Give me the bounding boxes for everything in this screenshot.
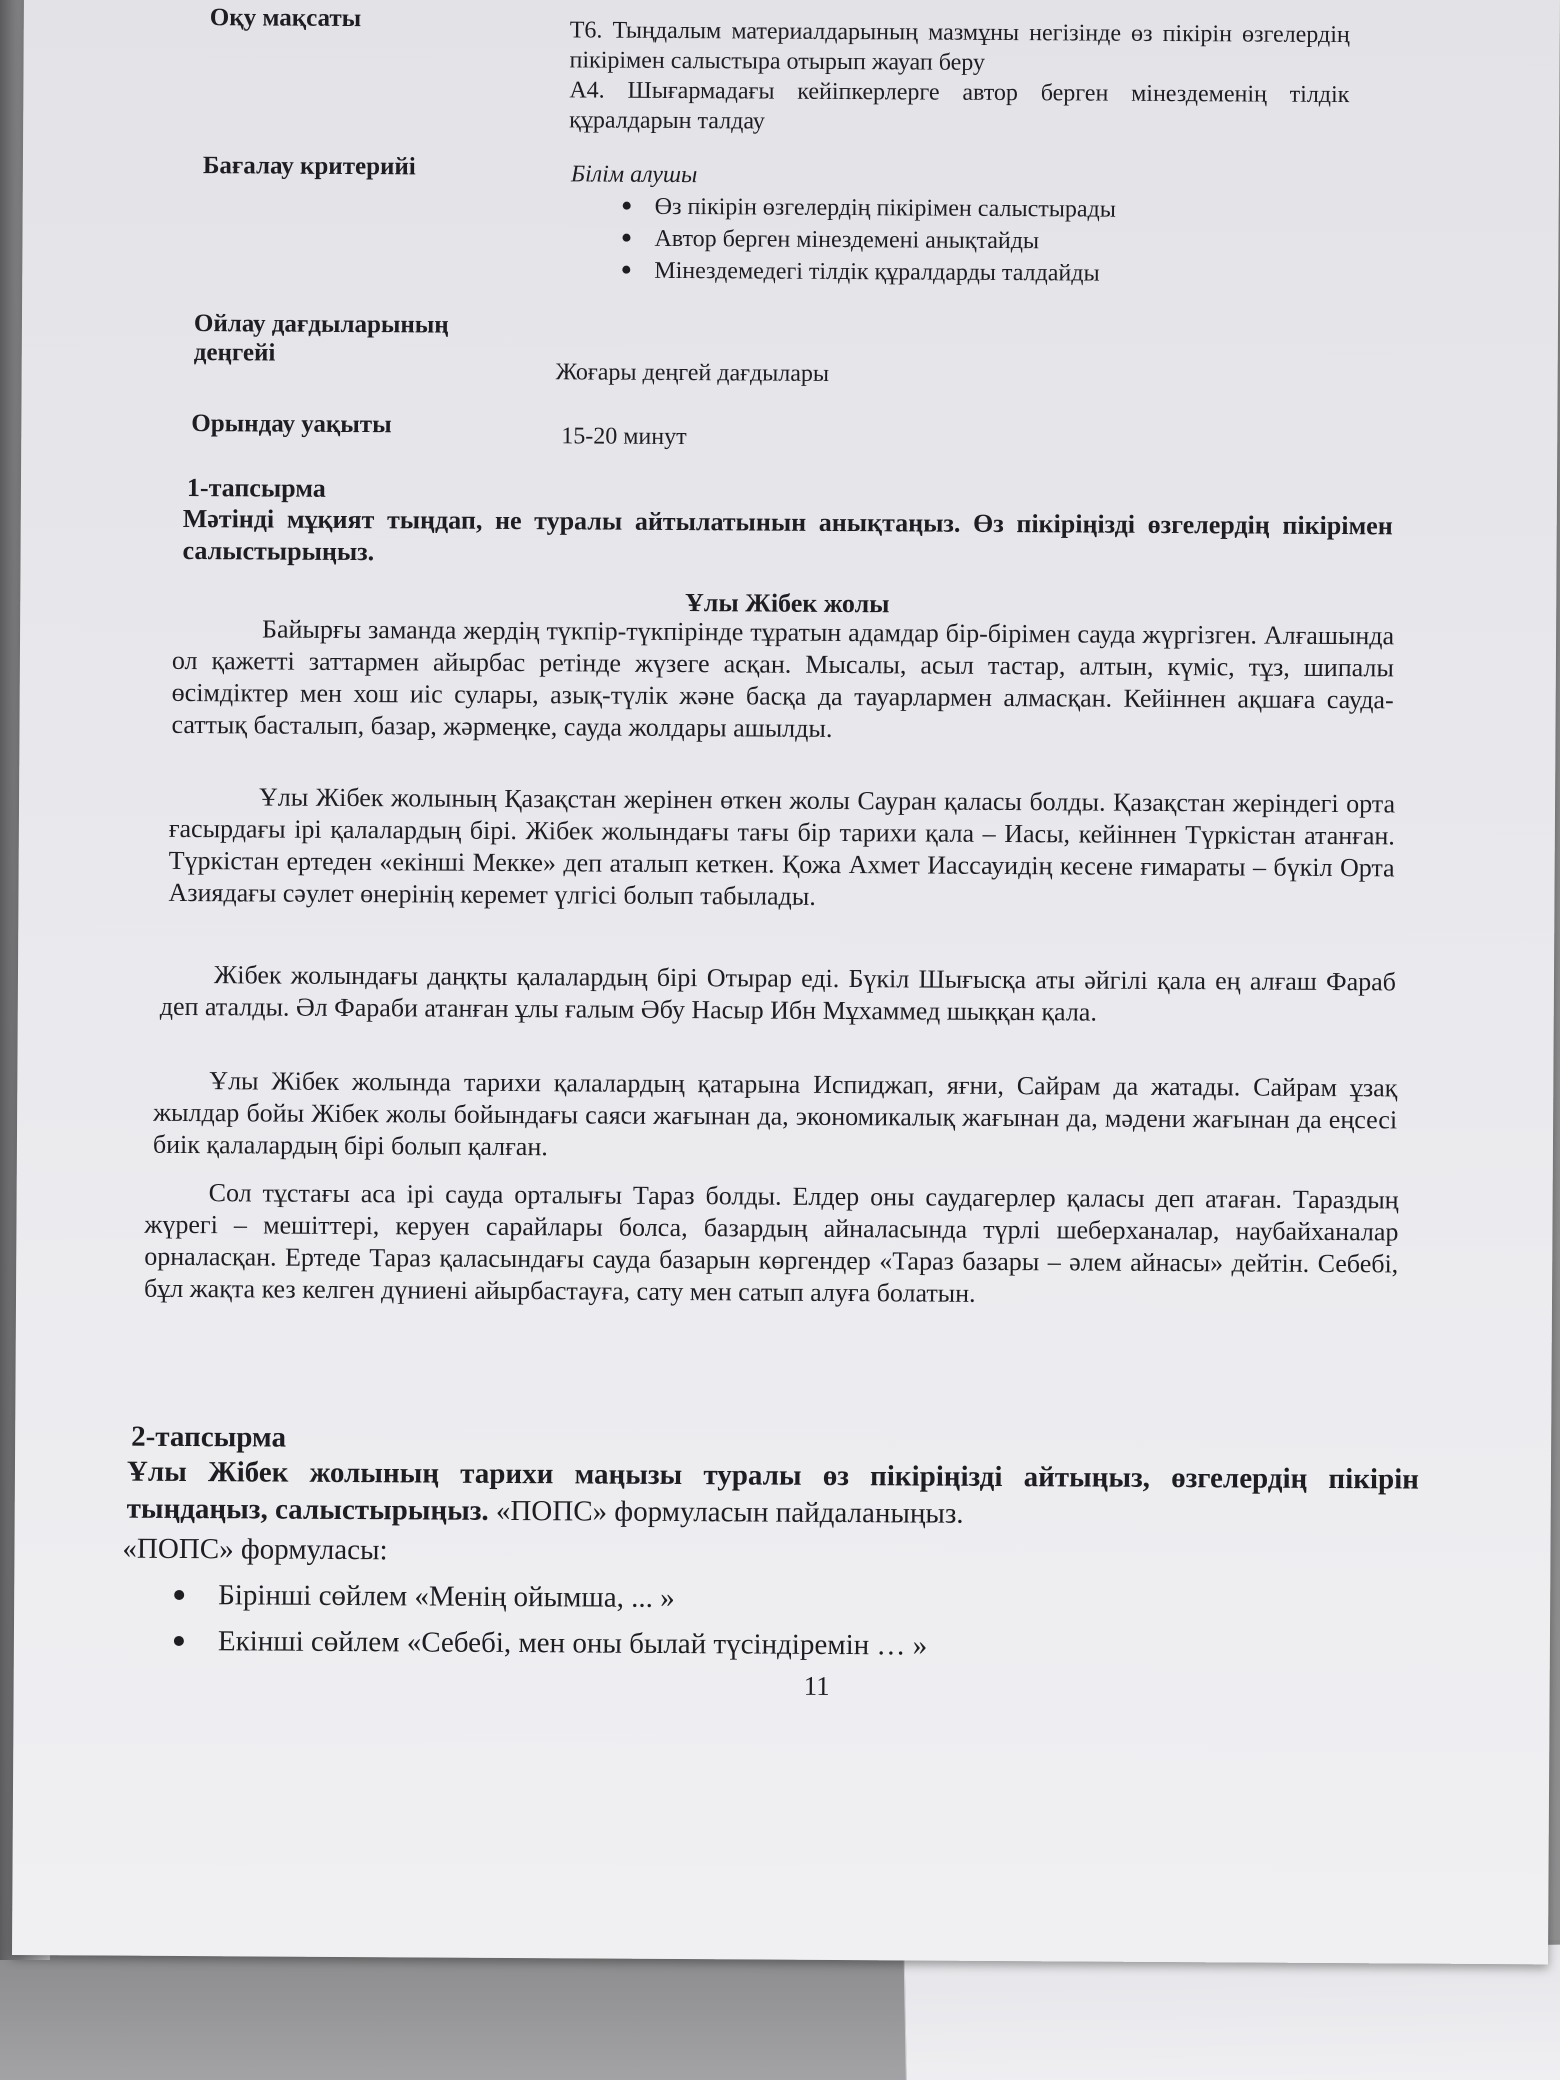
thinking-label: Ойлау дағдыларының деңгейі — [193, 310, 449, 367]
thinking-value: Жоғары деңгей дағдылары — [555, 359, 830, 387]
task1-instruction: Мәтінді мұқият тыңдап, не туралы айтылатынын анықтаңыз. Өз пікіріңізді өзгелердің пікірімен салыстырыңыз. — [182, 503, 1393, 567]
bullet-icon — [623, 202, 631, 210]
objectives-label: Оқу мақсаты — [209, 4, 362, 33]
criteria-intro: Білім алушы — [570, 161, 698, 189]
text-paragraph-5: Сол тұстағы аса ірі сауда орталығы Тараз болды. Елдер оны саудагерлер қаласы деп атаған. Тараздың жүрегі – мешіттері, керуен сарайлары болса, базардың айналасында түрлі шеберханалар, наубайханалар орналасқан. Ертеде Тараз қаласындағы сауда базарын көргендер «Тараз базары – әлем айнасы» дейтін. Себебі, бұл жақта кез келген дүниені айырбастауға, сату мен сатып алуға болатын. — [143, 1178, 1399, 1308]
text-paragraph-2: Ұлы Жібек жолының Қазақстан жерінен өткен жолы Сауран қаласы болды. Қазақстан жеріндегі орта ғасырдағы ірі қалалардың бірі. Жібек жолындағы тағы бір тарихи қала – Иасы, кейіннен Түркістан атанған. Түркістан ертеден «екінші Мекке» деп аталып кеткен. Қожа Ахмет Иассауидің кесене ғимараты – бүкіл Орта Азиядағы сәулет өнерінің керемет үлгісі болып табылады. — [168, 782, 1396, 911]
criteria-item-text: Өз пікірін өзгелердің пікірімен салыстырады — [654, 193, 1116, 223]
text-paragraph-4: Ұлы Жібек жолында тарихи қалалардың қатарына Испиджап, яғни, Сайрам да жатады. Сайрам ұзақ жылдар бойы Жібек жолы бойындағы саяси жағынан да, экономикалық жағынан да, мәдени жағынан да еңсесі биік қалалардың бірі болып қалған. — [152, 1066, 1398, 1162]
time-value: 15-20 минут — [561, 423, 687, 451]
objective-t6: Т6. Тыңдалым материалдарының мазмұны негізінде өз пікірін өзгелердің пікірімен салыстыра отырып жауап беру — [569, 17, 1350, 76]
text-paragraph-3: Жібек жолындағы даңқты қалалардың бірі Отырар еді. Бүкіл Шығысқа аты әйгілі қала ең алғаш Фараб деп аталды. Әл Фараби атанған ұлы ғалым Әбу Насыр Ибн Мұхаммед шыққан қала. — [159, 960, 1397, 1027]
text-paragraph-1: Байырғы заманда жердің түкпір-түкпірінде тұратын адамдар бір-бірімен сауда жүргізген. Алғашында ол қажетті заттармен айырбас ретінде жүзеге асқан. Мысалы, асыл тастар, алтын, күміс, тұз, шипалы өсімдіктер мен хош иіс сулары, азық-түлік және басқа да тауарлармен алмасқан. Кейіннен ақшаға сауда-саттық басталып, базар, жәрмеңке, сауда жолдары ашылды. — [171, 614, 1395, 743]
task2-instruction-bold: Ұлы Жібек жолының тарихи маңызы туралы өз пікіріңізді айтыңыз, өзгелердің пікірін тыңдаңыз, салыстырыңыз. — [126, 1455, 1420, 1527]
bullet-icon — [622, 266, 630, 274]
criteria-item — [623, 192, 1116, 225]
criteria-item — [622, 224, 1039, 257]
time-label: Орындау уақыты — [191, 410, 392, 439]
objective-a4: А4. Шығармадағы кейіпкерлерге автор берген мінездеменің тілдік құралдарын талдау — [569, 77, 1350, 135]
formula-item — [174, 1623, 928, 1665]
bullet-icon — [174, 1636, 184, 1646]
bullet-icon — [622, 234, 630, 242]
text-title: Ұлы Жібек жолы — [684, 588, 890, 619]
formula-item — [174, 1577, 675, 1617]
task2-heading: 2-тапсырма — [131, 1420, 287, 1454]
criteria-item-text: Мінездемедегі тілдік құралдарды талдайды — [654, 257, 1100, 287]
bullet-icon — [174, 1590, 184, 1600]
criteria-item-text: Автор берген мінездемені анықтайды — [654, 225, 1040, 255]
task2-instruction-rest: «ПОПС» формуласын пайдаланыңыз. — [488, 1494, 964, 1530]
criteria-item — [622, 256, 1100, 289]
page-number: 11 — [803, 1670, 830, 1701]
task1-heading: 1-тапсырма — [186, 473, 326, 503]
formula-item-text: Екінші сөйлем «Себебі, мен оны былай түсіндіремін … » — [217, 1625, 928, 1662]
underlying-sheet — [904, 1944, 1560, 2080]
criteria-label: Бағалау критерийі — [202, 152, 416, 181]
document-page — [12, 0, 1560, 1964]
formula-item-text: Бірінші сөйлем «Менің ойымша, ... » — [218, 1579, 675, 1615]
task2-instruction — [127, 1454, 1419, 1536]
page-content — [12, 0, 1560, 1964]
formula-label: «ПОПС» формуласы: — [122, 1532, 388, 1567]
